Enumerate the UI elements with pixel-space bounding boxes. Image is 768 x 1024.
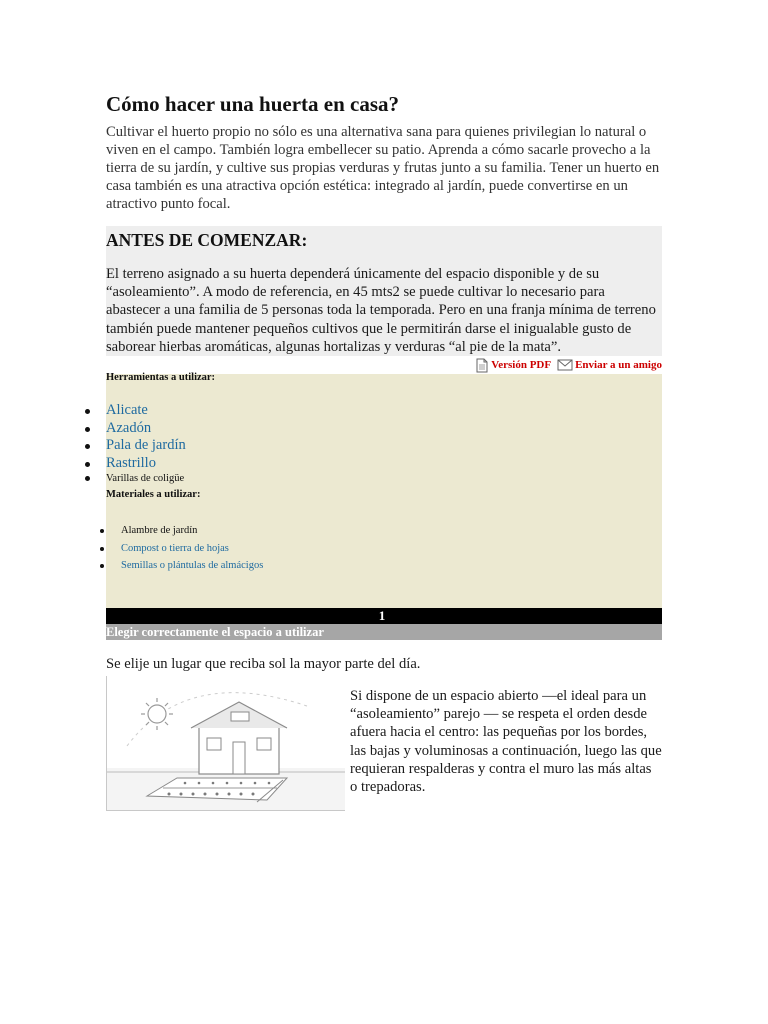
step-intro: Se elije un lugar que reciba sol la mayor parte del día. [106,656,421,672]
material-item: Alambre de jardín [96,522,263,540]
tools-materials-box [106,374,662,608]
tool-item-link[interactable]: Alicate [82,402,186,420]
tools-label: Herramientas a utilizar: [106,372,216,383]
antes-heading: ANTES DE COMENZAR: [106,230,308,250]
document-icon [475,358,489,373]
pdf-link[interactable] [475,358,551,373]
tool-item-link[interactable]: Pala de jardín [82,437,186,455]
article-intro: Cultivar el huerto propio no sólo es una alternativa sana para quienes privilegian lo natural o viven en el campo. También logra embellecer su patio. Aprenda a cómo sacarle provecho a la tierra de su jardín, y cultive sus propias verduras y frutas junto a su familia. Tener un huerto en casa también es una atractiva opción estética: integrado al jardín, puede convertirse en un atractivo punto focal. [106,124,660,212]
antes-body: El terreno asignado a su huerta dependerá únicamente del espacio disponible y de su “asoleamiento”. A modo de referencia, en 45 mts2 se puede cultivar lo necesario para abastecer a una familia de 5 personas toda la temporada. Pero en una franja mínima de terreno también puede mantener pequeños cultivos que le permitirán darse el inigualable gusto de saborear hierbas aromáticas, algunas hortalizas y verduras “al pie de la mata”. [106,266,656,355]
tool-item-link[interactable]: Azadón [82,420,186,438]
antes-section [106,226,662,356]
article-actions [475,357,662,373]
house-garden-sun-illustration [106,676,345,811]
pdf-link-label: Versión PDF [491,359,552,371]
tools-list [82,402,186,485]
step-number-bar [106,608,662,624]
tool-item-link[interactable]: Rastrillo [82,455,186,473]
material-item-link[interactable]: Compost o tierra de hojas [96,540,263,558]
step-number: 1 [378,608,386,623]
step-title: Elegir correctamente el espacio a utilizar [106,624,662,640]
step-description: Si dispone de un espacio abierto —el ideal para un “asoleamiento” parejo — se respeta el orden desde afuera hacia el centro: las pequeñas por los bordes, las bajas y voluminosas a continuación, luego las que requieran respalderas y contra el muro las más altas o trepadoras. [350,688,662,796]
envelope-icon [557,359,573,371]
materials-label: Materiales a utilizar: [106,489,201,500]
tool-item: Varillas de coligüe [82,472,186,485]
materials-list [96,522,263,575]
article-title: Cómo hacer una huerta en casa? [106,92,400,116]
email-friend-label: Enviar a un amigo [575,359,662,371]
email-friend-link[interactable] [557,359,662,371]
material-item-link[interactable]: Semillas o plántulas de almácigos [96,557,263,575]
